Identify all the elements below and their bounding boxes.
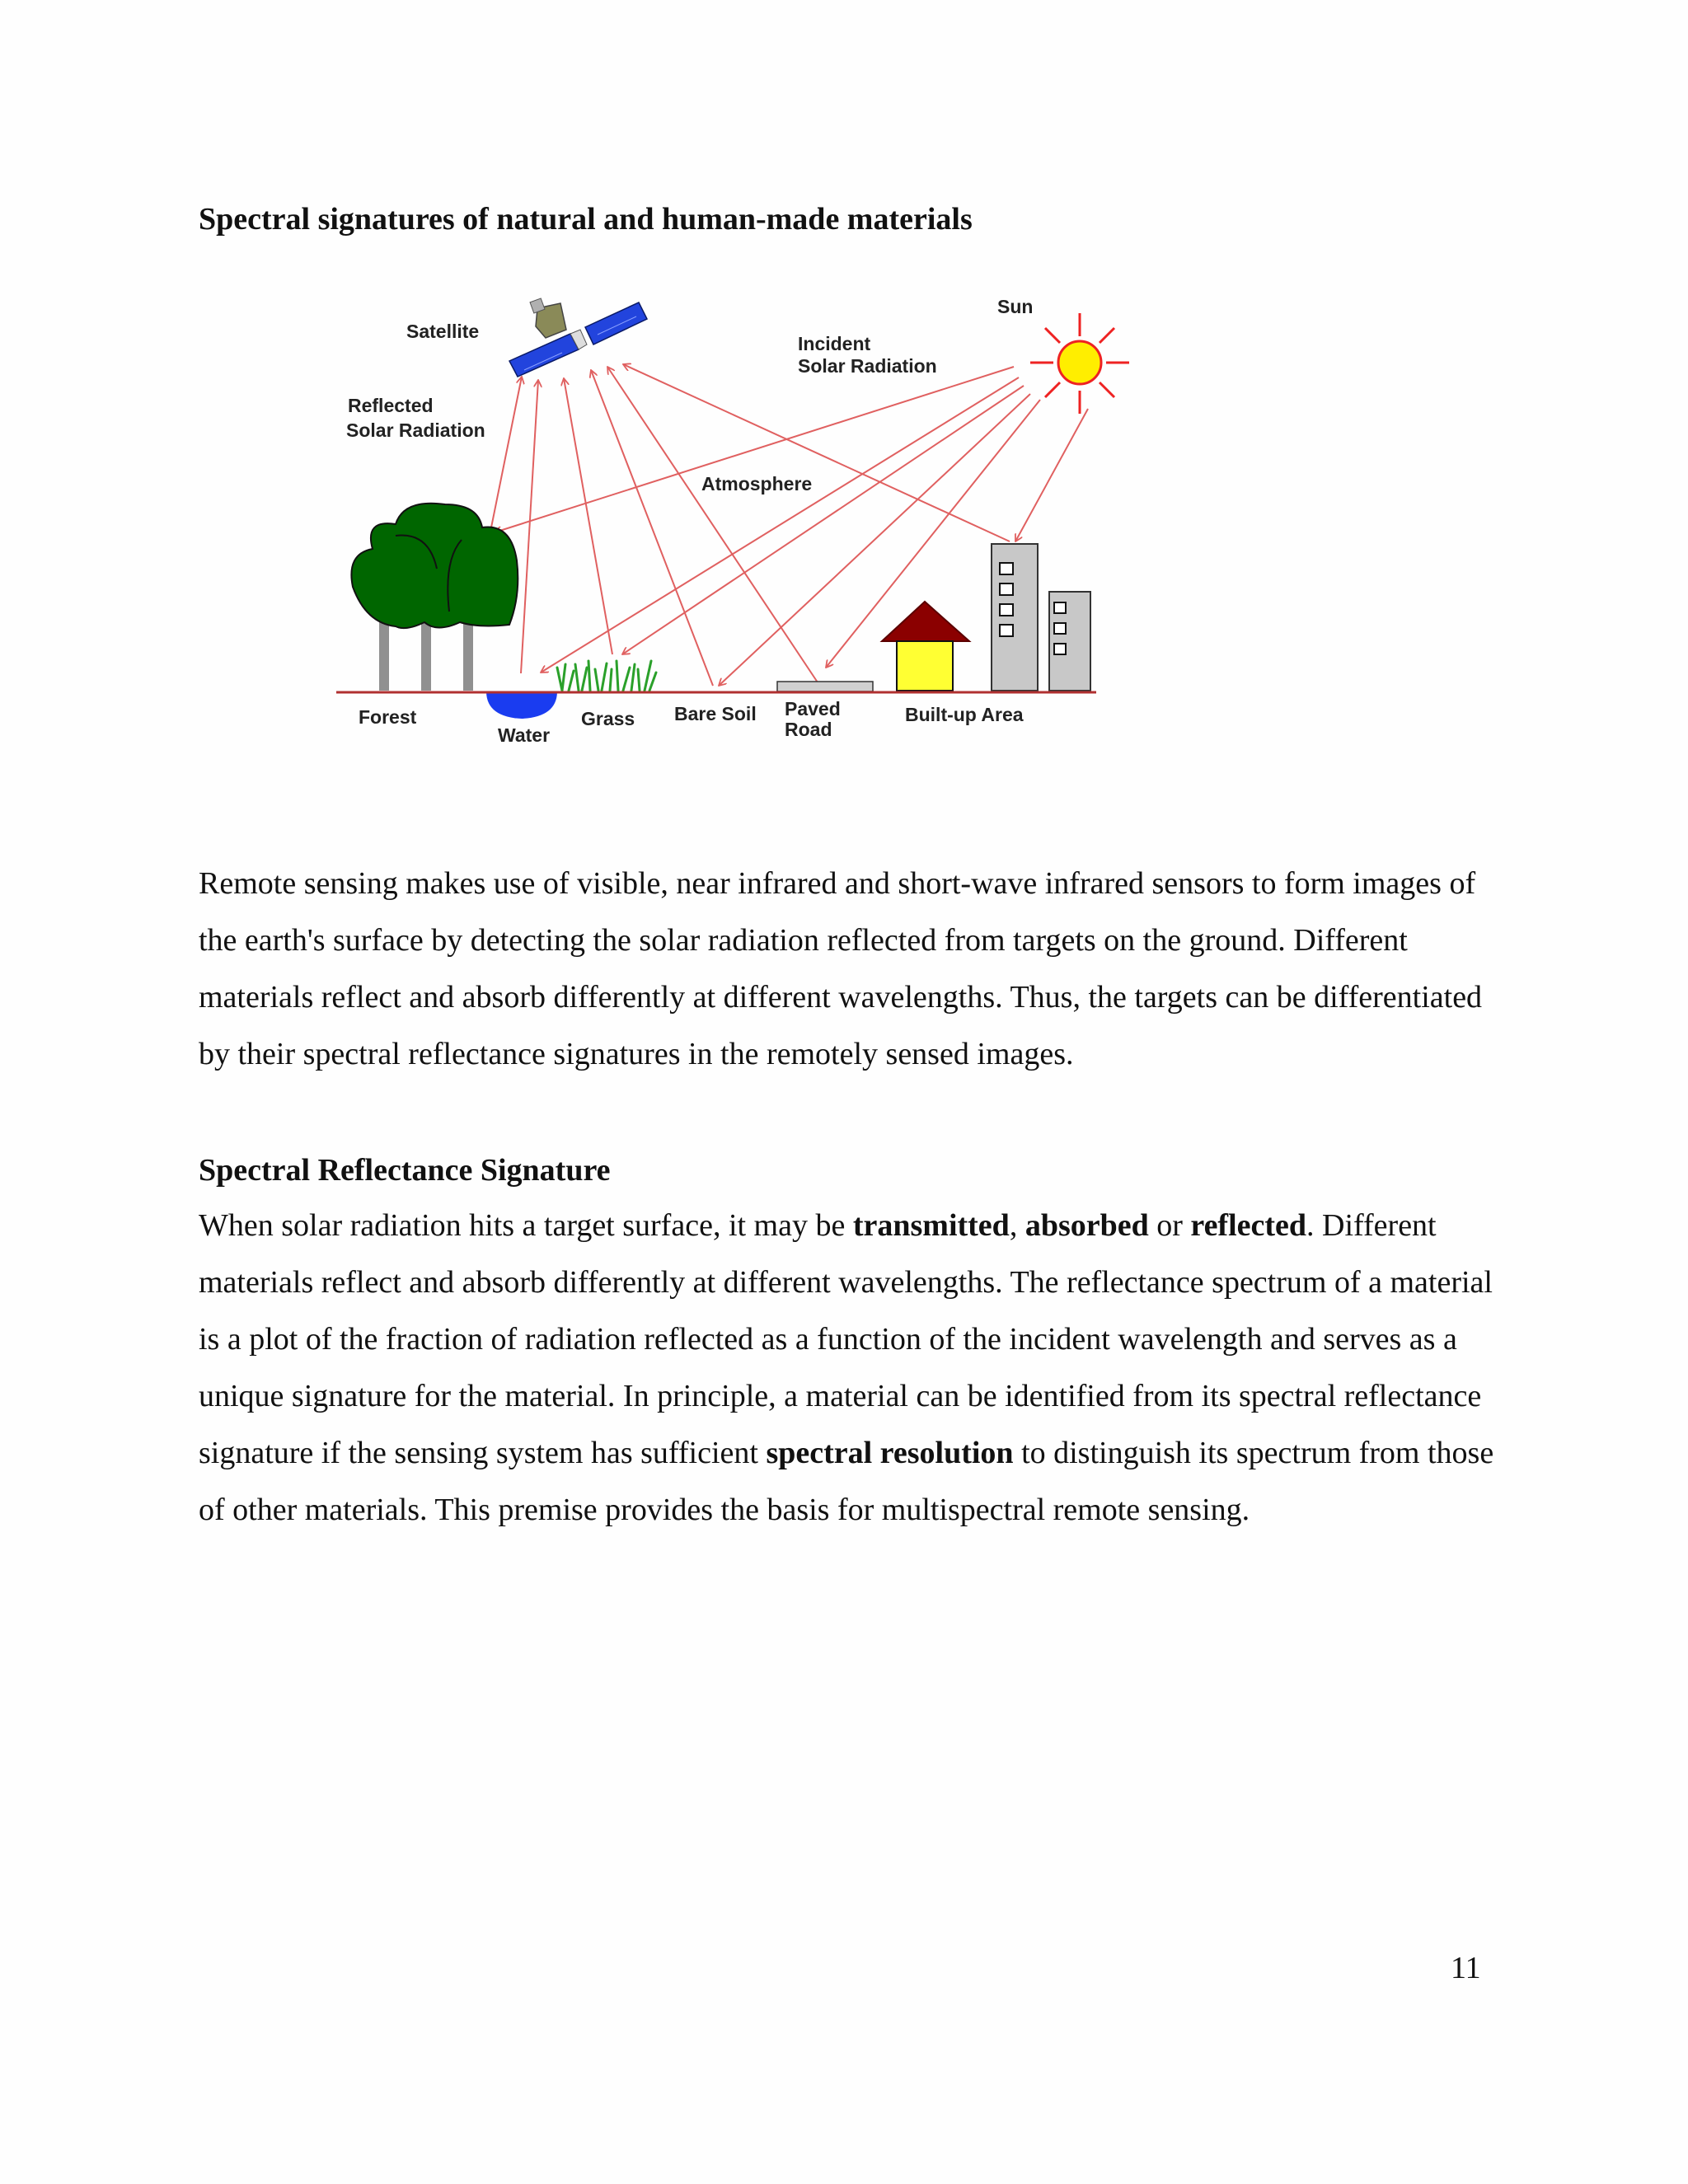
text-run: When solar radiation hits a target surface, it may be (199, 1208, 853, 1243)
reflectance-paragraph (199, 1197, 1517, 1539)
section-heading: Spectral Reflectance Signature (199, 1153, 611, 1188)
builtup-label: Built-up Area (905, 704, 1024, 725)
text-run: to distinguish its spectrum from those of other materials. This premise provides the basis for multispectral remote sensing. (199, 1436, 1494, 1527)
paved-label-2: Road (785, 719, 832, 740)
term-reflected: reflected (1190, 1208, 1307, 1243)
intro-paragraph-text: Remote sensing makes use of visible, near infrared and short-wave infrared sensors to form images of the earth's surface by detecting the solar radiation reflected from targets on the ground. Different materials reflect and absorb differently at different wavelengths. Thus, the targets can be differentiated by their spectral reflectance signatures in the remotely sensed images. (199, 866, 1483, 1071)
grass-icon (557, 661, 656, 691)
incident-label-2: Solar Radiation (798, 355, 937, 377)
text-run: or (1148, 1208, 1191, 1243)
text-run: , (1009, 1208, 1025, 1243)
intro-paragraph (199, 855, 1517, 1083)
paved-road-icon (777, 682, 873, 691)
reflected-label-2: Solar Radiation (346, 419, 485, 441)
reflectance-paragraph-text (199, 1197, 1517, 1539)
figure-title: Spectral signatures of natural and human-made materials (199, 202, 973, 237)
sun-label: Sun (997, 296, 1034, 317)
buildings-icon (992, 544, 1090, 691)
atmosphere-label: Atmosphere (701, 473, 813, 494)
house-icon (882, 602, 969, 691)
term-absorbed: absorbed (1025, 1208, 1149, 1243)
text-run: . Different materials reflect and absorb differently at different wavelengths. The reflectance spectrum of a material is a plot of the fraction of radiation reflected as a function of the incident wavelength and serves as a unique signature for the material. In principle, a material can be identified from its spectral reflectance signature if the sensing system has sufficient (199, 1208, 1493, 1470)
water-label: Water (498, 724, 551, 746)
grass-label: Grass (581, 708, 635, 729)
incident-label-1: Incident (798, 333, 871, 354)
reflected-label-1: Reflected (348, 395, 434, 416)
water-icon (486, 692, 557, 719)
bare-soil-label: Bare Soil (674, 703, 757, 724)
remote-sensing-diagram (313, 288, 1154, 758)
term-spectral-resolution: spectral resolution (766, 1436, 1014, 1470)
forest-icon (351, 504, 518, 691)
forest-label: Forest (359, 706, 417, 728)
paved-label-1: Paved (785, 698, 841, 719)
term-transmitted: transmitted (852, 1208, 1010, 1243)
sun-icon (1030, 313, 1129, 414)
page-number: 11 (1451, 1951, 1481, 1985)
satellite-label: Satellite (406, 321, 480, 342)
